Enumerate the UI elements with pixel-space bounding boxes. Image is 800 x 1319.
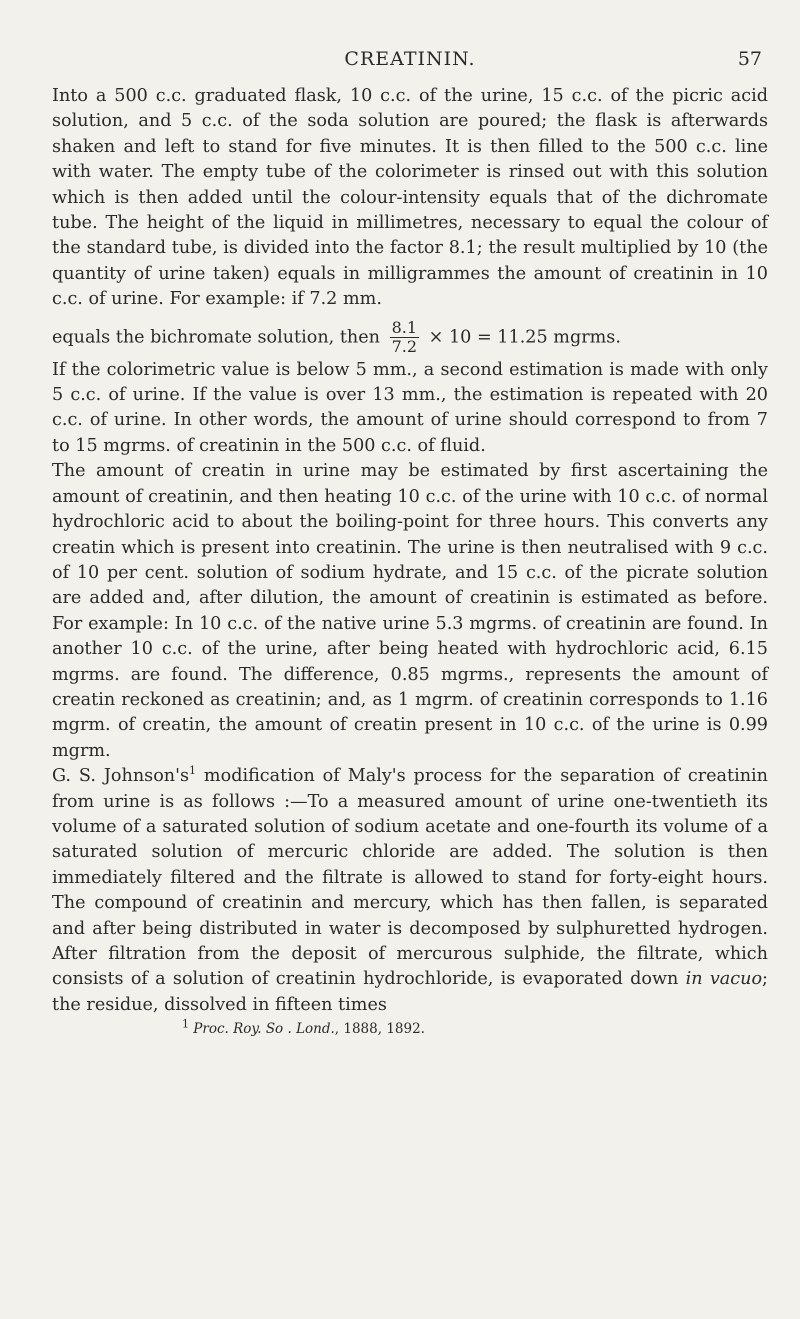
paragraph-creatin-estimation: The amount of creatin in urine may be estimated by first ascertaining the amount of creatinin, and then heating 10 c.c. of the urine with 10 c.c. of normal hydrochloric acid to about the boiling-point for three hours. This converts any creatin which is present into creatinin. The urine is then neutralised with 9 c.c. of 10 per cent. solution of sodium hydrate, and 15 c.c. of the picrate solution are added and, after dilution, the amount of creatinin is estimated as before. For example: In 10 c.c. of the native urine 5.3 mgrms. of creatinin are found. In another 10 c.c. of the urine, after being heated with hydrochloric acid, 6.15 mgrms. are found. The difference, 0.85 mgrms., represents the amount of creatin reckoned as creatinin; and, as 1 mgrm. of creatinin corresponds to 1.16 mgrm. of creatin, the amount of creatin present in 10 c.c. of the urine is 0.99 mgrm. [52, 461, 768, 761]
formula-pre-text: equals the bichromate solution, then [52, 327, 381, 348]
johnson-italic: in vacuo [685, 969, 763, 990]
paragraph-colorimeter-procedure: Into a 500 c.c. graduated flask, 10 c.c. of the urine, 15 c.c. of the picric acid solution, and 5 c.c. of the soda solution are poured; the flask is afterwards shaken and left to stand for five minutes. It is then filled to the 500 c.c. line with water. The empty tube of the colorimeter is rinsed out with this solution which is then added until the colour-intensity equals that of the dichromate tube. The height of the liquid in millimetres, necessary to equal the colour of the standard tube, is divided into the factor 8.1; the result multiplied by 10 (the quantity of urine taken) equals in milligrammes the amount of creatinin in 10 c.c. of urine. For example: if 7.2 mm. [52, 86, 768, 310]
paragraph-johnson-modification [52, 764, 768, 1018]
paragraph-colorimetric-value: If the colorimetric value is below 5 mm., a second estimation is made with only 5 c.c. of urine. If the value is over 13 mm., the estimation is repeated with 20 c.c. of urine. In other words, the amount of urine should correspond to from 7 to 15 mgrms. of creatinin in the 500 c.c. of fluid. [52, 359, 768, 456]
formula-numerator: 8.1 [391, 317, 418, 337]
footnote-reference: 1 [189, 764, 196, 778]
book-page [52, 44, 768, 1038]
page-number: 57 [737, 48, 762, 70]
running-head: CREATININ. [344, 48, 476, 70]
johnson-body: modification of Maly's process for the separation of creatinin from urine is as follows :—To a measured amount of urine one-twentieth its volume of a saturated solution of sodium acetate and one-fourth its volume of a saturated solution of mercuric chloride are added. The solution is then immediately filtered and the filtrate is allowed to stand for forty-eight hours. The compound of creatinin and mercury, which has then fallen, is separated and after being distributed in water is decomposed by sulphuretted hydrogen. After filtration from the deposit of mercurous sulphide, the filtrate, which consists of a solution of creatinin hydrochloride, is evaporated down [52, 766, 768, 990]
footnote-source: Proc. Roy. So . Lond. [193, 1021, 335, 1038]
johnson-start: G. S. Johnson's [52, 766, 189, 787]
footnote-marker: 1 [182, 1017, 189, 1031]
footnote-years: , 1888, 1892. [334, 1021, 425, 1038]
formula-denominator: 7.2 [391, 336, 418, 356]
formula-line [52, 319, 768, 356]
footnote [52, 1017, 768, 1038]
johnson-end: ; the residue, dissolved in fifteen times [52, 969, 768, 1015]
formula-post-text: × 10 = 11.25 mgrms. [428, 327, 621, 348]
body-text [52, 84, 768, 1018]
formula-fraction [390, 319, 419, 356]
page-header [52, 44, 768, 84]
